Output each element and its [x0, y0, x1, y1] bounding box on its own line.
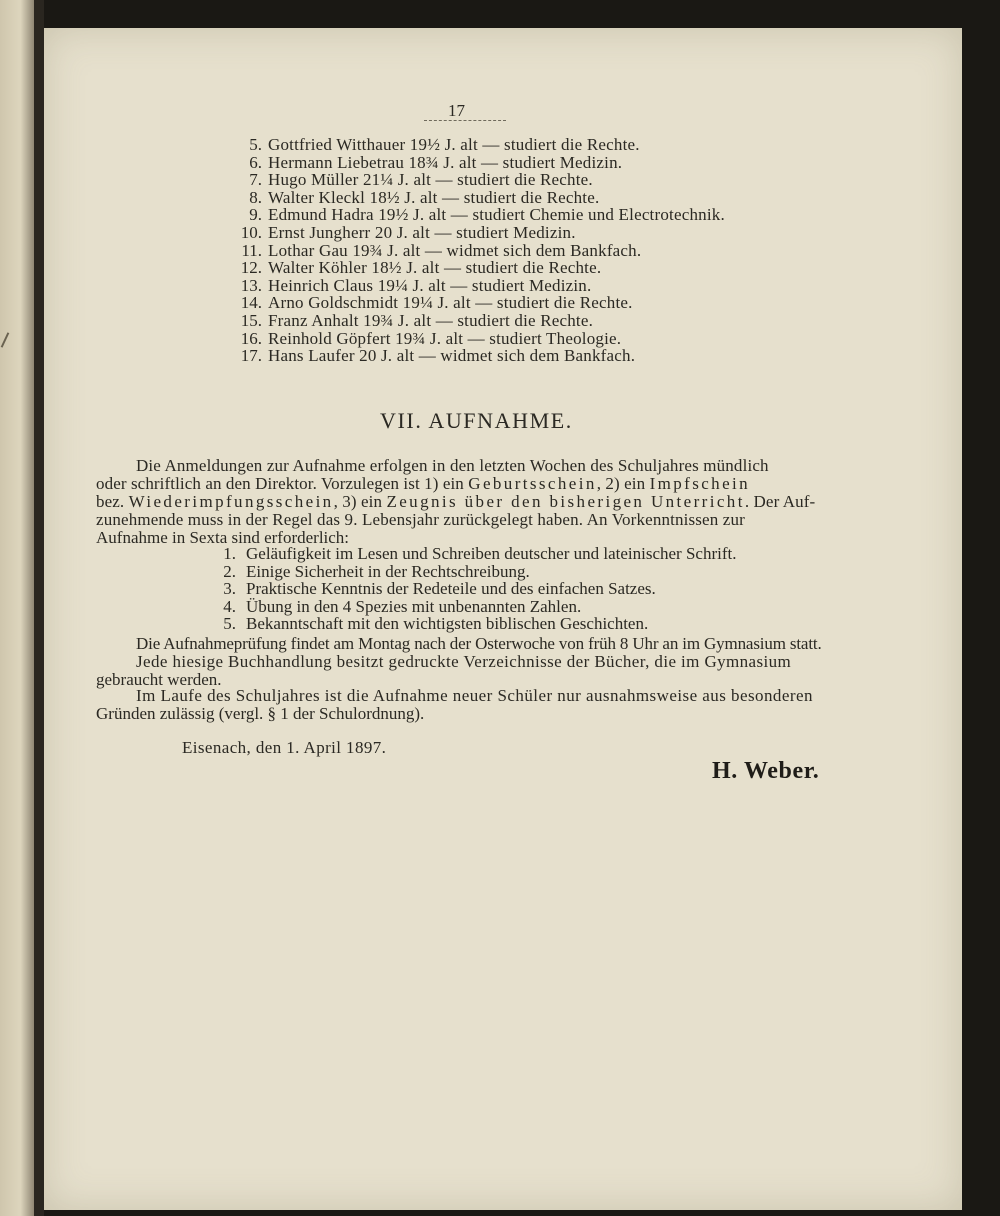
- graduate-number: 15.: [240, 311, 262, 330]
- requirement-text: Einige Sicherheit in der Rechtschreibung.: [246, 562, 530, 581]
- intro-emphasis: Impfschein: [649, 474, 751, 493]
- graduate-entry: Hans Laufer 20 J. alt — widmet sich dem Bankfach.: [268, 346, 636, 365]
- graduate-number: 9.: [249, 205, 262, 224]
- intro-text: zunehmende muss in der Regel das 9. Lebensjahr zurückgelegt haben. An Vorkenntnissen zur: [96, 510, 745, 529]
- graduate-number: 10.: [240, 223, 262, 242]
- intro-line: [96, 456, 862, 476]
- graduate-number: 7.: [249, 170, 262, 189]
- intro-line: [96, 474, 862, 494]
- book-gutter: [34, 0, 44, 1216]
- graduate-entry: Franz Anhalt 19¾ J. alt — studiert die Rechte.: [268, 311, 594, 330]
- closing-line: Im Laufe des Schuljahres ist die Aufnahme neuer Schüler nur ausnahmsweise aus besonderen: [136, 686, 813, 705]
- graduate-entry: Walter Köhler 18½ J. alt — studiert die Rechte.: [268, 258, 602, 277]
- requirement-number: 4.: [223, 597, 236, 616]
- requirement-number: 5.: [223, 614, 236, 633]
- graduate-entry: Gottfried Witthauer 19½ J. alt — studiert die Rechte.: [268, 135, 640, 154]
- page-number-ornament: [424, 120, 506, 121]
- requirement-text: Praktische Kenntnis der Redeteile und des einfachen Satzes.: [246, 579, 656, 598]
- intro-emphasis: Zeugnis über den bisherigen Unterricht: [386, 492, 745, 511]
- requirement-number: 2.: [223, 562, 236, 581]
- intro-emphasis: Geburtsschein: [468, 474, 597, 493]
- closing-line: Jede hiesige Buchhandlung besitzt gedruckte Verzeichnisse der Bücher, die im Gymnasium: [136, 652, 792, 671]
- graduate-number: 8.: [249, 188, 262, 207]
- graduate-number: 11.: [241, 241, 262, 260]
- graduate-entry: Hermann Liebetrau 18¾ J. alt — studiert Medizin.: [268, 153, 623, 172]
- graduate-entry: Lothar Gau 19¾ J. alt — widmet sich dem Bankfach.: [268, 241, 642, 260]
- requirement-text: Übung in den 4 Spezies mit unbenannten Zahlen.: [246, 597, 582, 616]
- intro-text: , 3) ein: [333, 492, 387, 511]
- closing-line: Gründen zulässig (vergl. § 1 der Schulordnung).: [96, 704, 425, 723]
- graduate-entry: Hugo Müller 21¼ J. alt — studiert die Rechte.: [268, 170, 593, 189]
- closing-line: Die Aufnahmeprüfung findet am Montag nach der Osterwoche von früh 8 Uhr an im Gymnasium statt.: [136, 634, 822, 653]
- graduate-number: 16.: [240, 329, 262, 348]
- signature: H. Weber.: [712, 758, 820, 784]
- intro-text: Aufnahme in Sexta sind erforderlich:: [96, 528, 350, 547]
- intro-emphasis: Wiederimpfungsschein: [128, 492, 334, 511]
- intro-text: , 2) ein: [596, 474, 650, 493]
- graduate-entry: Walter Kleckl 18½ J. alt — studiert die Rechte.: [268, 188, 600, 207]
- graduate-number: 17.: [240, 346, 262, 365]
- intro-text: oder schriftlich an den Direktor. Vorzulegen ist 1) ein: [96, 474, 469, 493]
- requirement-number: 1.: [223, 544, 236, 563]
- closing-line: gebraucht werden.: [96, 670, 222, 689]
- section-heading: VII. AUFNAHME.: [380, 408, 573, 433]
- graduate-number: 5.: [249, 135, 262, 154]
- requirement-text: Geläufigkeit im Lesen und Schreiben deutscher und lateinischer Schrift.: [246, 544, 737, 563]
- intro-line: [96, 510, 862, 530]
- page-number: 17: [448, 101, 465, 120]
- place-and-date: Eisenach, den 1. April 1897.: [182, 738, 387, 757]
- requirement-text: Bekanntschaft mit den wichtigsten biblischen Geschichten.: [246, 614, 649, 633]
- intro-text: bez.: [96, 492, 129, 511]
- graduate-number: 13.: [240, 276, 262, 295]
- graduate-entry: Edmund Hadra 19½ J. alt — studiert Chemie und Electrotechnik.: [268, 205, 725, 224]
- intro-text: . Der Auf-: [744, 492, 816, 511]
- intro-text: Die Anmeldungen zur Aufnahme erfolgen in den letzten Wochen des Schuljahres mündlich: [136, 456, 769, 475]
- graduate-entry: Reinhold Göpfert 19¾ J. alt — studiert Theologie.: [268, 329, 622, 348]
- graduate-number: 6.: [249, 153, 262, 172]
- graduate-entry: Arno Goldschmidt 19¼ J. alt — studiert die Rechte.: [268, 293, 633, 312]
- graduate-entry: Heinrich Claus 19¼ J. alt — studiert Medizin.: [268, 276, 592, 295]
- graduate-number: 12.: [240, 258, 262, 277]
- book-binding-edge: [0, 0, 34, 1216]
- graduate-number: 14.: [240, 293, 262, 312]
- graduate-entry: Ernst Jungherr 20 J. alt — studiert Medizin.: [268, 223, 576, 242]
- requirement-number: 3.: [223, 579, 236, 598]
- intro-line: [96, 492, 862, 512]
